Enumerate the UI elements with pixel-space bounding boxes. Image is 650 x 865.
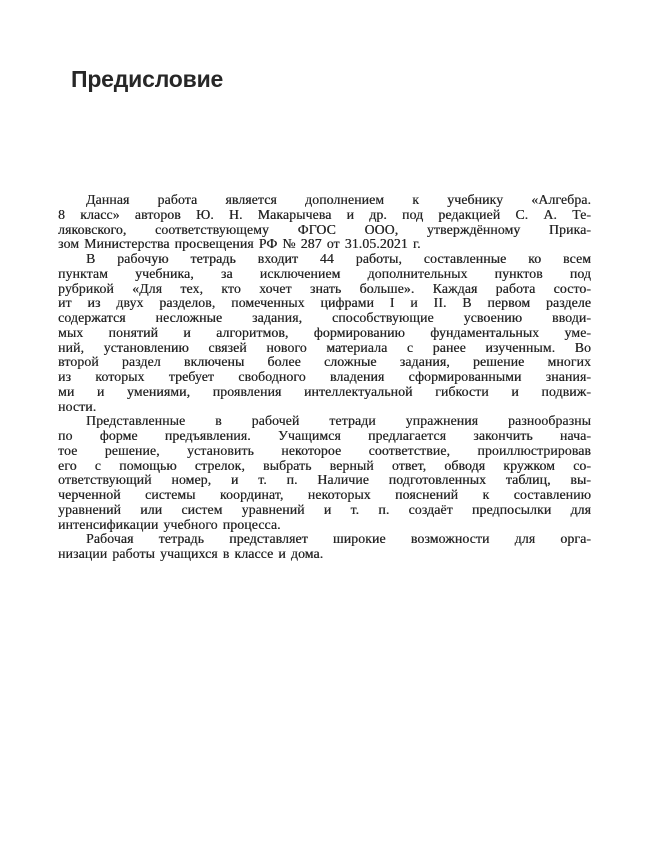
text-line: пунктам учебника, за исключением дополнительных пунктов под: [58, 265, 591, 281]
text-line: содержатся несложные задания, способствующие усвоению вводи-: [58, 310, 591, 325]
text-line: тое решение, установить некоторое соответствие, проиллюстрировав: [58, 442, 591, 458]
text-line: Данная работа является дополнением к учебнику «Алгебра.: [86, 192, 591, 207]
paragraph: [58, 414, 591, 532]
text-line: его с помощью стрелок, выбрать верный ответ, обводя кружком со-: [58, 457, 591, 473]
page-title: Предисловие: [71, 66, 224, 92]
text-line: Представленные в рабочей тетради упражнения разнообразны: [86, 413, 591, 429]
text-line: ответствующий номер, и т. п. Наличие подготовленных таблиц, вы-: [58, 472, 591, 488]
text-line: ляковского, соответствующему ФГОС ООО, утверждённому Прика-: [58, 221, 591, 237]
text-line: зом Министерства просвещения РФ № 287 от 31.05.2021 г.: [58, 236, 421, 252]
text-line: ми и умениями, проявления интеллектуальной гибкости и подвиж-: [58, 383, 591, 399]
text-line: из которых требует свободного владения сформированными знания-: [58, 369, 591, 384]
paragraph: [58, 193, 591, 252]
text-line: второй раздел включены более сложные задания, решение многих: [58, 354, 591, 370]
paragraph: [58, 252, 591, 414]
paragraph: [58, 532, 591, 562]
text-line: Рабочая тетрадь представляет широкие возможности для орга-: [86, 531, 591, 547]
text-line: черченной системы координат, некоторых пояснений к составлению: [58, 487, 591, 502]
text-line: ний, установлению связей нового материала с ранее изученным. Во: [58, 339, 591, 355]
text-line: низации работы учащихся в классе и дома.: [58, 546, 324, 561]
text-line: интенсификации учебного процесса.: [58, 516, 281, 532]
text-line: мых понятий и алгоритмов, формированию фундаментальных уме-: [58, 324, 591, 340]
text-line: ит из двух разделов, помеченных цифрами I и II. В первом разделе: [58, 295, 591, 311]
text-line: уравнений или систем уравнений и т. п. создаёт предпосылки для: [58, 501, 591, 517]
text-line: по форме предъявления. Учащимся предлагается закончить нача-: [58, 428, 591, 443]
text-line: ности.: [58, 398, 97, 414]
text-line: В рабочую тетрадь входит 44 работы, составленные ко всем: [86, 251, 591, 266]
preface-text: [58, 193, 591, 562]
text-line: рубрикой «Для тех, кто хочет знать больше». Каждая работа состо-: [58, 280, 591, 296]
text-line: 8 класс» авторов Ю. Н. Макарычева и др. под редакцией С. А. Те-: [58, 206, 591, 222]
